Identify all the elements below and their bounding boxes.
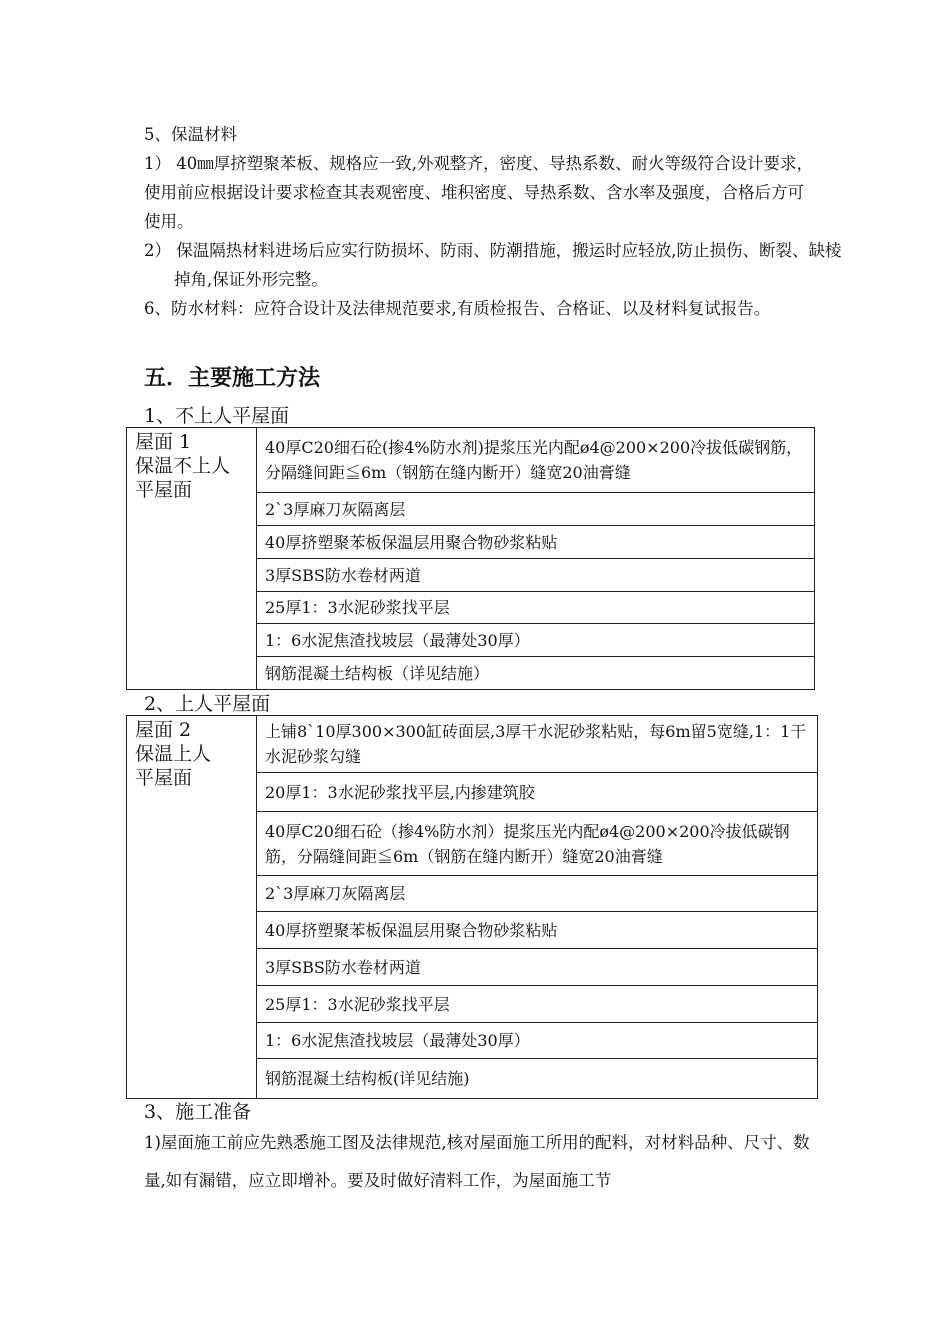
item5-paragraph-2: 2） 保温隔热材料进场后应实行防损坏、防雨、防潮措施，搬运时应轻放,防止损伤、断裂、缺棱掉角,保证外形完整。 bbox=[144, 241, 842, 289]
layer-cell: 1：6水泥焦渣找坡层（最薄处30厚） bbox=[257, 1023, 818, 1059]
roof-1-label-cell bbox=[127, 428, 257, 690]
roof-label: 屋面 1 bbox=[135, 431, 192, 453]
table-row bbox=[127, 716, 818, 773]
layer-cell: 40厚挤塑聚苯板保温层用聚合物砂浆粘贴 bbox=[257, 526, 815, 559]
subheading-preparation: 3、施工准备 bbox=[144, 1101, 252, 1123]
roof-label: 平屋面 bbox=[135, 479, 193, 501]
layer-cell: 40厚C20细石砼（掺4%防水剂）提浆压光内配ø4@200×200冷拔低碳钢筋，分隔缝间距≦6m（钢筋在缝内断开）缝宽20油膏缝 bbox=[257, 812, 818, 876]
layer-cell: 钢筋混凝土结构板(详见结施) bbox=[257, 1059, 818, 1099]
roof-2-spec-table bbox=[126, 715, 818, 1099]
preparation-paragraph: 1)屋面施工前应先熟悉施工图及法律规范,核对屋面施工所用的配料，对材料品种、尺寸、数量,如有漏错，应立即增补。要及时做好清料工作，为屋面施工节 bbox=[144, 1133, 810, 1190]
layer-cell: 3厚SBS防水卷材两道 bbox=[257, 949, 818, 986]
layer-cell: 40厚挤塑聚苯板保温层用聚合物砂浆粘贴 bbox=[257, 912, 818, 949]
subheading-roof-2: 2、上人平屋面 bbox=[144, 693, 271, 715]
layer-cell: 1：6水泥焦渣找坡层（最薄处30厚） bbox=[257, 624, 815, 657]
roof-label: 保温不上人 bbox=[135, 455, 231, 477]
layer-cell: 上铺8`10厚300×300缸砖面层,3厚干水泥砂浆粘贴，每6m留5宽缝,1：1干水泥砂浆勾缝 bbox=[257, 716, 818, 773]
layer-cell: 2`3厚麻刀灰隔离层 bbox=[257, 493, 815, 526]
roof-1-spec-table bbox=[126, 427, 815, 690]
item6-paragraph: 6、防水材料：应符合设计及法律规范要求,有质检报告、合格证、以及材料复试报告。 bbox=[144, 299, 771, 318]
item5-title: 5、保温材料 bbox=[144, 125, 237, 144]
layer-cell: 钢筋混凝土结构板（详见结施） bbox=[257, 657, 815, 690]
roof-label: 保温上人 bbox=[135, 743, 212, 765]
section-heading: 五．主要施工方法 bbox=[144, 366, 321, 391]
layer-cell: 20厚1：3水泥砂浆找平层,内掺建筑胶 bbox=[257, 773, 818, 812]
item5-paragraph-1: 1） 40㎜厚挤塑聚苯板、规格应一致,外观整齐，密度、导热系数、耐火等级符合设计要求，使用前应根据设计要求检查其表观密度、堆积密度、导热系数、含水率及强度，合格后方可使用。 bbox=[144, 154, 813, 231]
roof-label: 屋面 2 bbox=[135, 719, 192, 741]
layer-cell: 2`3厚麻刀灰隔离层 bbox=[257, 876, 818, 912]
layer-cell: 25厚1：3水泥砂浆找平层 bbox=[257, 986, 818, 1023]
layer-cell: 3厚SBS防水卷材两道 bbox=[257, 559, 815, 592]
roof-2-label-cell bbox=[127, 716, 257, 1099]
subheading-roof-1: 1、不上人平屋面 bbox=[144, 405, 290, 427]
layer-cell: 25厚1：3水泥砂浆找平层 bbox=[257, 592, 815, 624]
roof-label: 平屋面 bbox=[135, 767, 193, 789]
table-row bbox=[127, 428, 815, 493]
layer-cell: 40厚C20细石砼(掺4%防水剂)提浆压光内配ø4@200×200冷拔低碳钢筋，分隔缝间距≦6m（钢筋在缝内断开）缝宽20油膏缝 bbox=[257, 428, 815, 493]
